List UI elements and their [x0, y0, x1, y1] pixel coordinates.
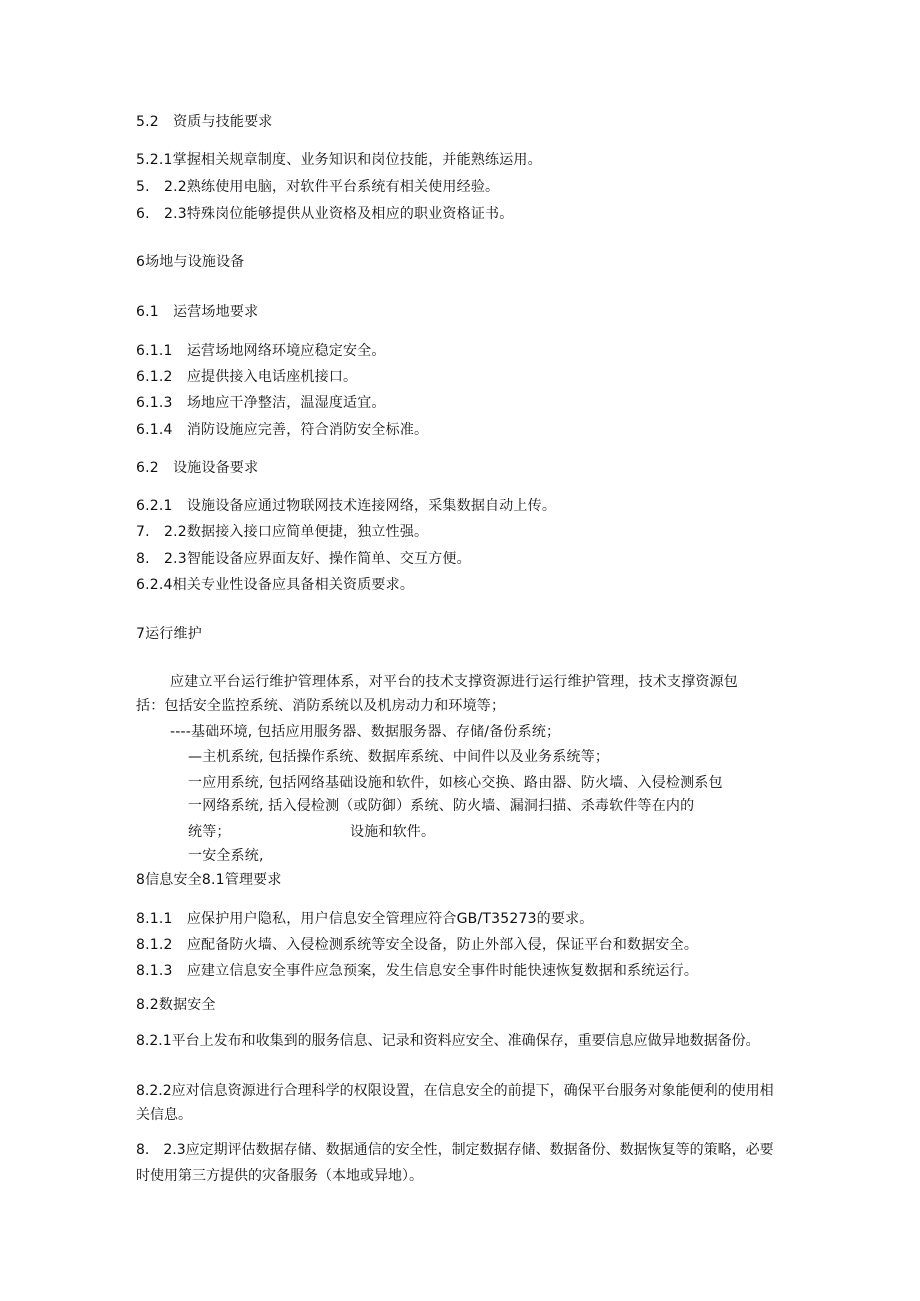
chapter-heading-7: 7运行维护 — [136, 626, 202, 642]
clause-5-2-3: 6. 2.3特殊岗位能够提供从业资格及相应的职业资格证书。 — [136, 206, 514, 222]
clause-6-2-1: 6.2.1 设施设备应通过物联网技术连接网络，采集数据自动上传。 — [136, 498, 557, 514]
clause-6-1-3: 6.1.3 场地应干净整洁，温湿度适宜。 — [136, 395, 386, 411]
resource-item-host-system: —主机系统, 包括操作系统、数据库系统、中间件以及业务系统等； — [188, 749, 610, 765]
clause-6-2-4: 6.2.4相关专业性设备应具备相关资质要求。 — [136, 577, 415, 593]
section-heading-6-2: 6.2 设施设备要求 — [136, 460, 259, 476]
clause-6-2-2: 7. 2.2数据接入接口应简单便捷，独立性强。 — [136, 524, 429, 540]
section-heading-6-1: 6.1 运营场地要求 — [136, 304, 259, 320]
maintenance-paragraph-line-1: 应建立平台运行维护管理体系，对平台的技术支撑资源进行运行维护管理，技术支撑资源包 — [170, 674, 738, 690]
resource-item-base-environment: ----基础环境, 包括应用服务器、数据服务器、存储/备份系统； — [170, 724, 561, 740]
clause-5-2-2: 5. 2.2熟练使用电脑，对软件平台系统有相关使用经验。 — [136, 179, 500, 195]
clause-8-2-2: 8.2.2应对信息资源进行合理科学的权限设置，在信息安全的前提下，确保平台服务对象能便利的使用相关信息。 — [136, 1083, 774, 1123]
clause-8-1-1: 8.1.1 应保护用户隐私，用户信息安全管理应符合GB/T35273的要求。 — [136, 911, 594, 927]
section-heading-8-2: 8.2数据安全 — [136, 997, 216, 1013]
section-heading-5-2: 5.2 资质与技能要求 — [136, 114, 273, 130]
clause-6-1-1: 6.1.1 运营场地网络环境应稳定安全。 — [136, 343, 386, 359]
chapter-heading-8: 8信息安全8.1管理要求 — [136, 872, 282, 888]
clause-8-2-1: 8.2.1平台上发布和收集到的服务信息、记录和资料应安全、准确保存，重要信息应做异地数据备份。 — [136, 1033, 760, 1049]
clause-6-1-4: 6.1.4 消防设施应完善，符合消防安全标准。 — [136, 422, 429, 438]
resource-item-application-system: 一应用系统, 包括网络基础设施和软件，如核心交换、路由器、防火墙、入侵检测系包 — [188, 775, 723, 791]
resource-item-facilities-continued: 设施和软件。 — [350, 824, 436, 840]
clause-6-2-3: 8. 2.3智能设备应界面友好、操作简单、交互方便。 — [136, 551, 471, 567]
maintenance-paragraph-line-2: 括：包括安全监控系统、消防系统以及机房动力和环境等； — [136, 698, 506, 714]
clause-8-1-2: 8.1.2 应配备防火墙、入侵检测系统等安全设备，防止外部入侵，保证平台和数据安全。 — [136, 937, 699, 953]
clause-5-2-1: 5.2.1掌握相关规章制度、业务知识和岗位技能，并能熟练运用。 — [136, 152, 542, 168]
resource-item-security-system: 一安全系统, — [188, 848, 264, 864]
resource-item-network-system: 一网络系统, 括入侵检测（或防御）系统、防火墙、漏洞扫描、杀毒软件等在内的 — [188, 798, 695, 814]
chapter-heading-6: 6场地与设施设备 — [136, 254, 245, 270]
resource-item-systems-continued: 统等； — [188, 824, 231, 840]
clause-6-1-2: 6.1.2 应提供接入电话座机接口。 — [136, 369, 358, 385]
clause-8-2-3: 8. 2.3应定期评估数据存储、数据通信的安全性，制定数据存储、数据备份、数据恢复等的策略，必要时使用第三方提供的灾备服务（本地或异地）。 — [136, 1142, 774, 1184]
clause-8-1-3: 8.1.3 应建立信息安全事件应急预案，发生信息安全事件时能快速恢复数据和系统运行。 — [136, 963, 699, 979]
